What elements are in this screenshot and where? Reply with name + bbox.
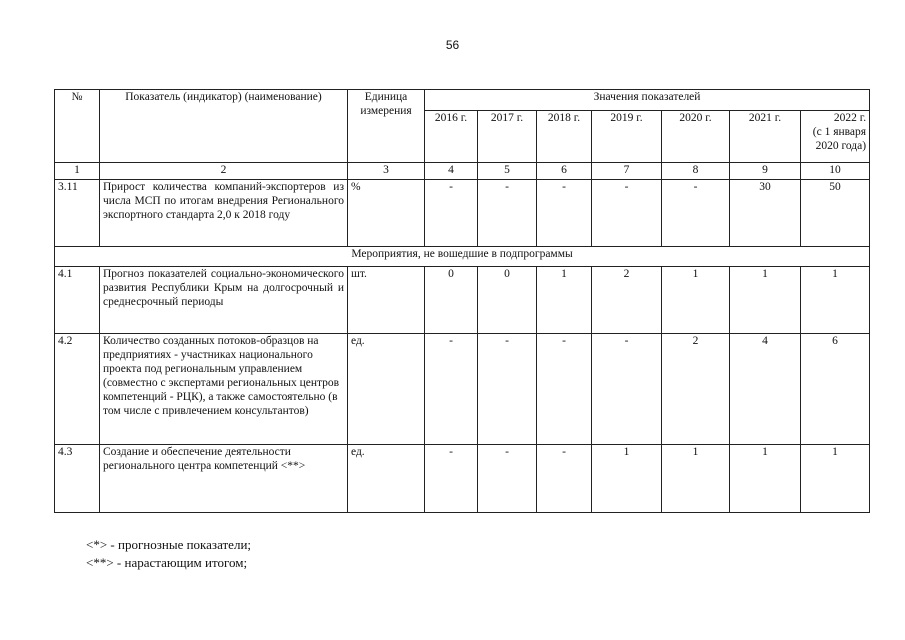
row-value: 50: [801, 180, 870, 247]
col-number: 10: [801, 163, 870, 180]
col-number: 8: [662, 163, 730, 180]
row-name: Прирост количества компаний-экспортеров из числа МСП по итогам внедрения Регионального экспортного стандарта 2,0 к 2018 году: [100, 180, 348, 247]
row-name: Количество созданных потоков-образцов на предприятиях - участниках национального проекта под региональным управлением (совместно с экспертами региональных центров компетенций - РЦК), а также самостоятельно (в том числе с привлечением консультантов): [100, 334, 348, 445]
row-name: Создание и обеспечение деятельности регионального центра компетенций <**>: [100, 445, 348, 513]
row-name: Прогноз показателей социально-экономического развития Республики Крым на долгосрочный и среднесрочный периоды: [100, 267, 348, 334]
row-value: 1: [592, 445, 662, 513]
row-value: -: [425, 334, 478, 445]
row-value: -: [592, 180, 662, 247]
row-value: 2: [662, 334, 730, 445]
indicators-table: [54, 89, 870, 513]
col-number: 7: [592, 163, 662, 180]
row-value: -: [425, 445, 478, 513]
table-row: [55, 334, 870, 445]
header-values-group: Значения показателей: [425, 90, 870, 111]
row-value: -: [478, 445, 537, 513]
row-num: 4.1: [55, 267, 100, 334]
col-number: 4: [425, 163, 478, 180]
row-value: 1: [801, 267, 870, 334]
footnote: <**> - нарастающим итогом;: [86, 555, 248, 570]
row-value: -: [662, 180, 730, 247]
header-year: 2020 г.: [662, 111, 730, 163]
row-value: -: [478, 180, 537, 247]
row-unit: ед.: [348, 334, 425, 445]
row-value: 1: [730, 267, 801, 334]
col-number: 1: [55, 163, 100, 180]
row-value: 1: [801, 445, 870, 513]
row-num: 4.3: [55, 445, 100, 513]
row-value: 1: [730, 445, 801, 513]
header-year: 2019 г.: [592, 111, 662, 163]
row-value: 0: [425, 267, 478, 334]
header-year-last-line: 2022 г.: [833, 112, 867, 124]
row-num: 4.2: [55, 334, 100, 445]
col-number: 6: [537, 163, 592, 180]
footnotes: [86, 536, 251, 572]
row-value: 2: [592, 267, 662, 334]
row-value: -: [425, 180, 478, 247]
row-value: -: [537, 334, 592, 445]
row-value: 1: [662, 267, 730, 334]
table-row: [55, 445, 870, 513]
col-number: 2: [100, 163, 348, 180]
row-unit: шт.: [348, 267, 425, 334]
col-number: 5: [478, 163, 537, 180]
row-unit: %: [348, 180, 425, 247]
row-value: -: [537, 445, 592, 513]
header-indicator: Показатель (индикатор) (наименование): [100, 90, 348, 163]
row-value: 30: [730, 180, 801, 247]
col-number: 3: [348, 163, 425, 180]
row-value: 4: [730, 334, 801, 445]
header-year-last-line: 2020 года): [815, 140, 867, 152]
page-number: 56: [445, 38, 460, 52]
header-num: №: [55, 90, 100, 163]
row-value: -: [478, 334, 537, 445]
row-value: 6: [801, 334, 870, 445]
col-number: 9: [730, 163, 801, 180]
row-value: 1: [662, 445, 730, 513]
header-year: 2017 г.: [478, 111, 537, 163]
table-row: [55, 267, 870, 334]
header-year: 2016 г.: [425, 111, 478, 163]
row-value: -: [592, 334, 662, 445]
header-year: 2021 г.: [730, 111, 801, 163]
header-unit: Единица измерения: [348, 90, 425, 163]
row-value: -: [537, 180, 592, 247]
header-year-last: [801, 111, 870, 163]
footnote: <*> - прогнозные показатели;: [86, 537, 252, 552]
header-year: 2018 г.: [537, 111, 592, 163]
section-title: Мероприятия, не вошедшие в подпрограммы: [55, 247, 870, 267]
header-year-last-line: (с 1 января: [812, 126, 867, 138]
row-value: 1: [537, 267, 592, 334]
row-value: 0: [478, 267, 537, 334]
row-num: 3.11: [55, 180, 100, 247]
table-row: [55, 180, 870, 247]
row-unit: ед.: [348, 445, 425, 513]
